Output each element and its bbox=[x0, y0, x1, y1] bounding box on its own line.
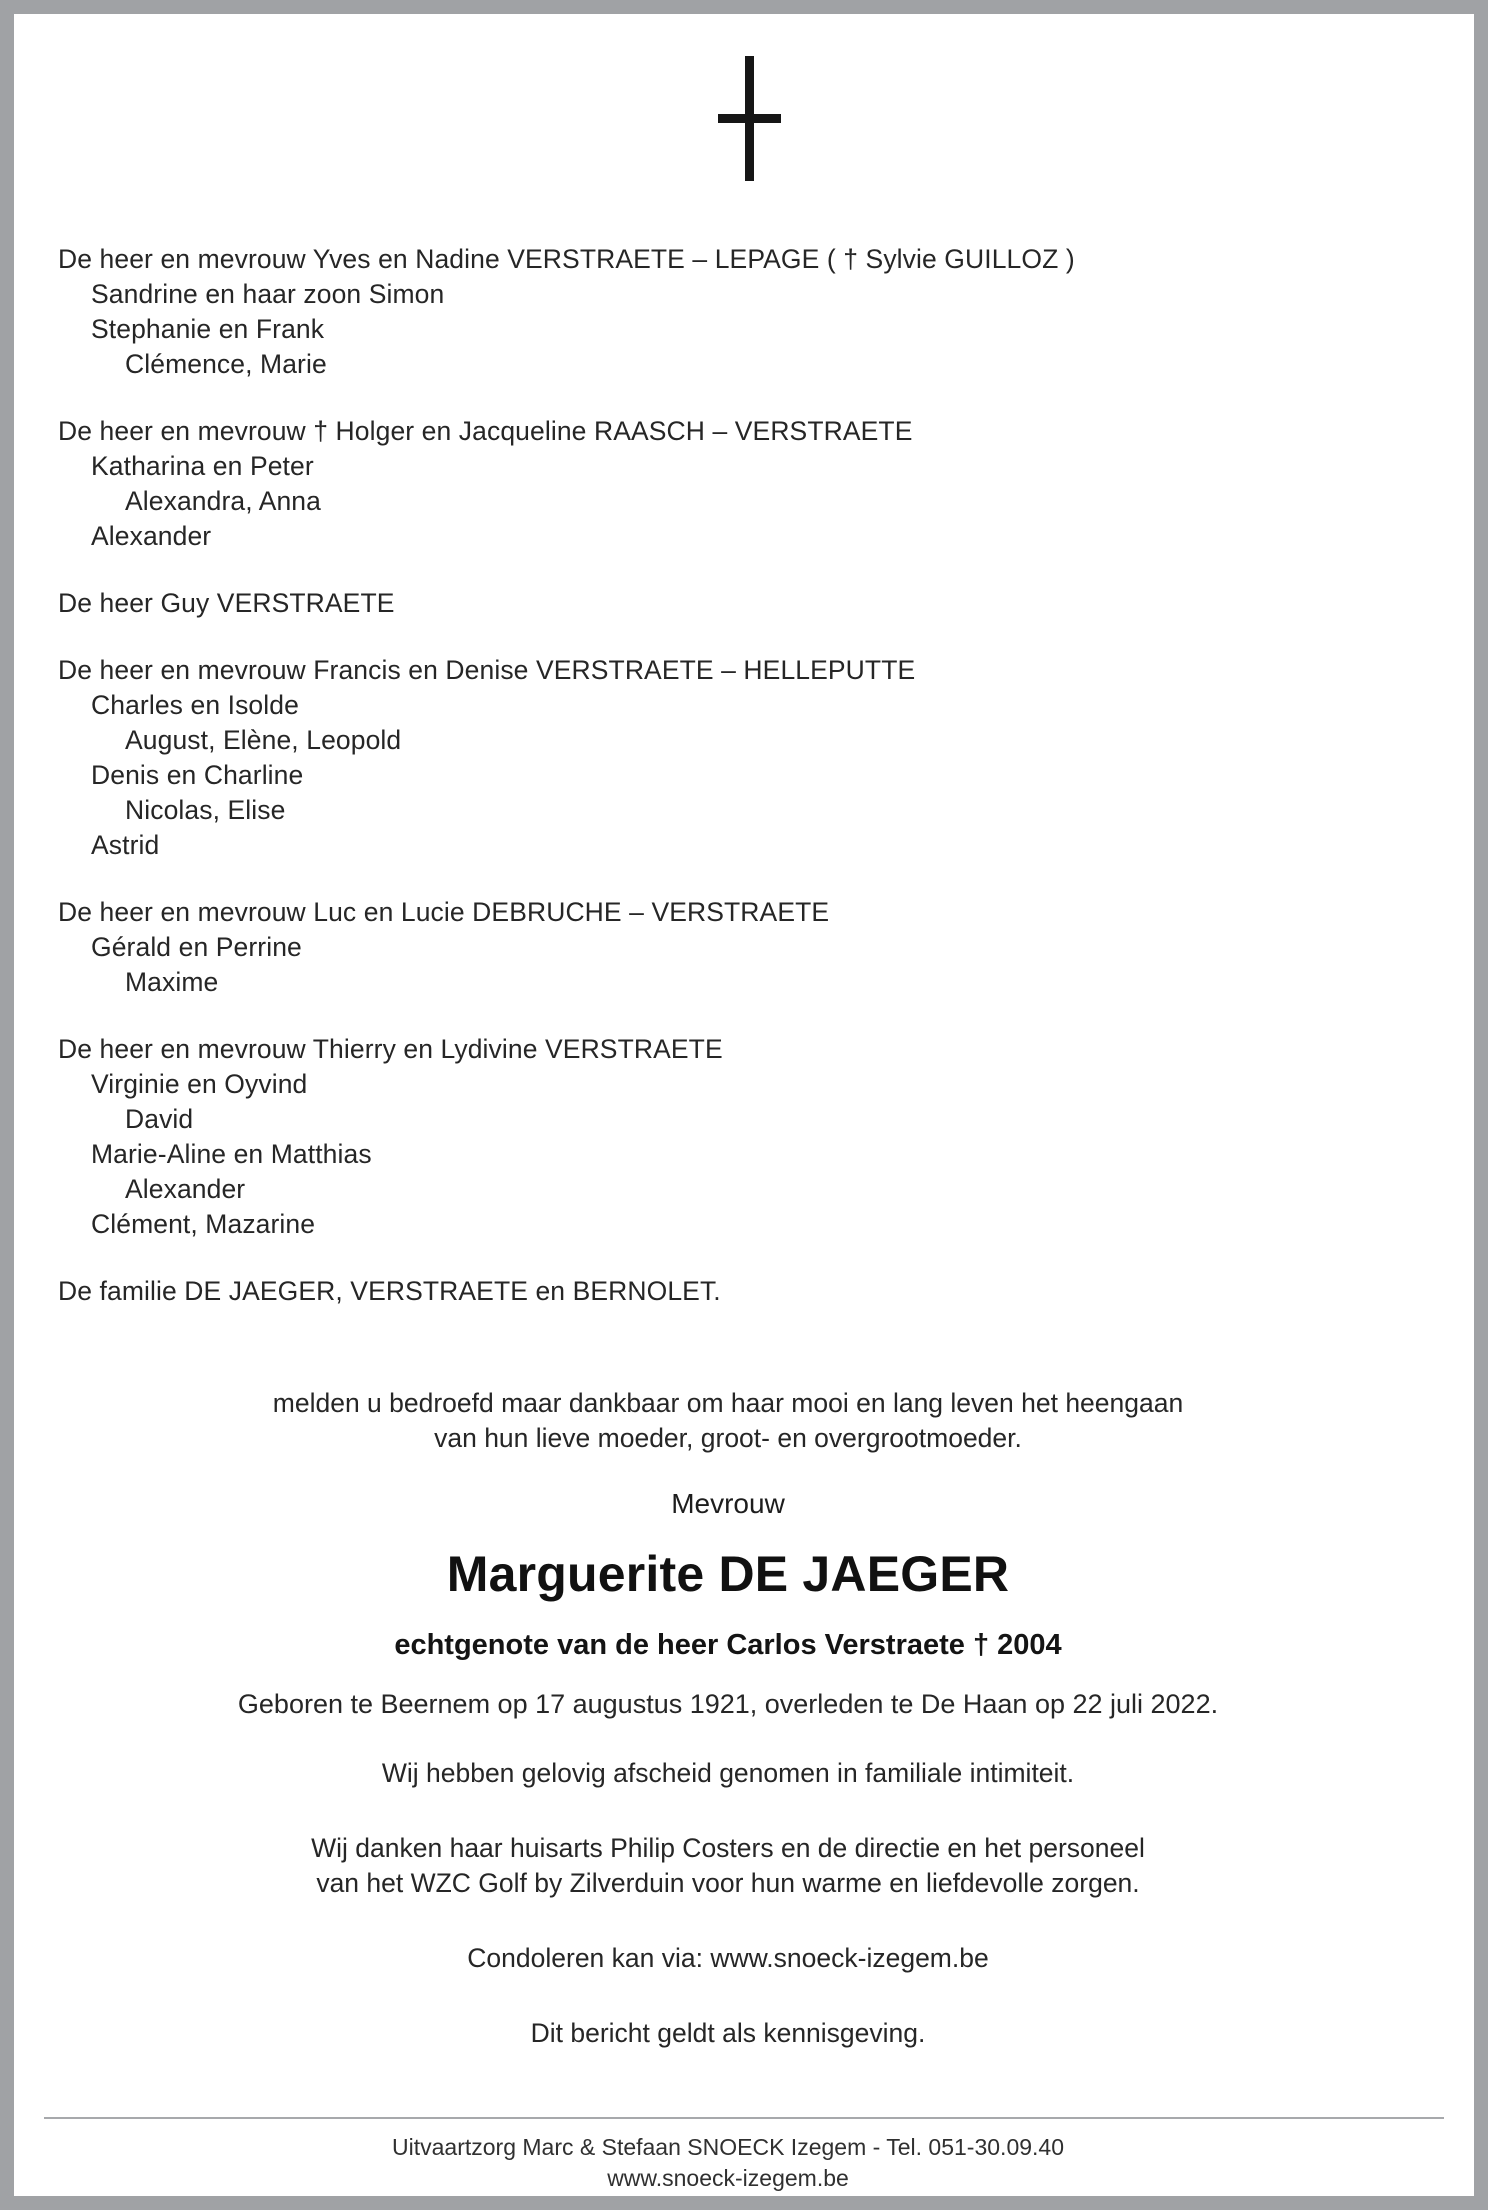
family-line: Nicolas, Elise bbox=[125, 795, 286, 825]
family-block bbox=[58, 653, 1398, 863]
family-line: Stephanie en Frank bbox=[91, 314, 325, 344]
family-line: Alexander bbox=[91, 521, 212, 551]
family-line: Maxime bbox=[125, 967, 219, 997]
family-line: August, Elène, Leopold bbox=[125, 725, 402, 755]
family-line: Charles en Isolde bbox=[91, 690, 299, 720]
footer-website-line: www.snoeck-izegem.be bbox=[607, 2165, 849, 2191]
family-block bbox=[58, 1032, 1398, 1242]
family-line: De heer Guy VERSTRAETE bbox=[58, 588, 395, 618]
footer-company-line: Uitvaartzorg Marc & Stefaan SNOECK Izegem - Tel. 051-30.09.40 bbox=[392, 2134, 1064, 2160]
spacer bbox=[58, 1522, 1398, 1544]
family-line: De familie DE JAEGER, VERSTRAETE en BERNOLET. bbox=[58, 1276, 721, 1306]
family-block bbox=[58, 1274, 1398, 1309]
family-line: Marie-Aline en Matthias bbox=[91, 1139, 372, 1169]
family-line: Katharina en Peter bbox=[91, 451, 314, 481]
family-list bbox=[58, 242, 1398, 1341]
family-line: David bbox=[125, 1104, 194, 1134]
notice-line: Dit bericht geldt als kennisgeving. bbox=[530, 2018, 926, 2048]
family-block bbox=[58, 895, 1398, 1000]
announcement-page bbox=[14, 14, 1474, 2196]
cross-horizontal-bar bbox=[718, 114, 781, 123]
condolence-line: Condoleren kan via: www.snoeck-izegem.be bbox=[467, 1943, 989, 1973]
family-line: De heer en mevrouw Yves en Nadine VERSTRAETE – LEPAGE ( † Sylvie GUILLOZ ) bbox=[58, 244, 1075, 274]
family-line: De heer en mevrouw Thierry en Lydivine VERSTRAETE bbox=[58, 1034, 723, 1064]
family-block bbox=[58, 414, 1398, 554]
family-line: De heer en mevrouw Francis en Denise VERSTRAETE – HELLEPUTTE bbox=[58, 655, 916, 685]
intro-line-1: melden u bedroefd maar dankbaar om haar mooi en lang leven het heengaan bbox=[272, 1388, 1184, 1418]
thanks-line-2: van het WZC Golf by Zilverduin voor hun warme en liefdevolle zorgen. bbox=[316, 1868, 1140, 1898]
footer bbox=[58, 2132, 1398, 2194]
farewell-line: Wij hebben gelovig afscheid genomen in familiale intimiteit. bbox=[381, 1758, 1075, 1788]
cross-header bbox=[14, 56, 1474, 181]
family-line: Clémence, Marie bbox=[125, 349, 327, 379]
spacer bbox=[58, 1901, 1398, 1941]
family-line: Alexandra, Anna bbox=[125, 486, 321, 516]
honorific-title: Mevrouw bbox=[671, 1488, 785, 1519]
family-line: Sandrine en haar zoon Simon bbox=[91, 279, 445, 309]
family-line: Astrid bbox=[91, 830, 160, 860]
family-line: Denis en Charline bbox=[91, 760, 304, 790]
family-line: De heer en mevrouw Luc en Lucie DEBRUCHE – VERSTRAETE bbox=[58, 897, 830, 927]
family-line: Alexander bbox=[125, 1174, 246, 1204]
family-line: Gérald en Perrine bbox=[91, 932, 302, 962]
family-block bbox=[58, 586, 1398, 621]
spacer bbox=[58, 1604, 1398, 1626]
spacer bbox=[58, 1722, 1398, 1756]
family-line: De heer en mevrouw † Holger en Jacqueline RAASCH – VERSTRAETE bbox=[58, 416, 913, 446]
latin-cross-icon bbox=[688, 56, 808, 181]
intro-line-2: van hun lieve moeder, groot- en overgrootmoeder. bbox=[434, 1423, 1022, 1453]
spacer bbox=[58, 1976, 1398, 2016]
spacer bbox=[58, 1664, 1398, 1686]
family-line: Clément, Mazarine bbox=[91, 1209, 316, 1239]
spacer bbox=[58, 1456, 1398, 1486]
deceased-name: Marguerite DE JAEGER bbox=[446, 1546, 1010, 1602]
family-line: Virginie en Oyvind bbox=[91, 1069, 308, 1099]
spacer bbox=[58, 1791, 1398, 1831]
spouse-line: echtgenote van de heer Carlos Verstraete † 2004 bbox=[394, 1629, 1062, 1661]
footer-divider bbox=[44, 2117, 1444, 2119]
announcement-body bbox=[58, 1386, 1398, 2051]
thanks-line-1: Wij danken haar huisarts Philip Costers en de directie en het personeel bbox=[311, 1833, 1145, 1863]
birth-death-line: Geboren te Beernem op 17 augustus 1921, overleden te De Haan op 22 juli 2022. bbox=[237, 1689, 1219, 1719]
family-block bbox=[58, 242, 1398, 382]
